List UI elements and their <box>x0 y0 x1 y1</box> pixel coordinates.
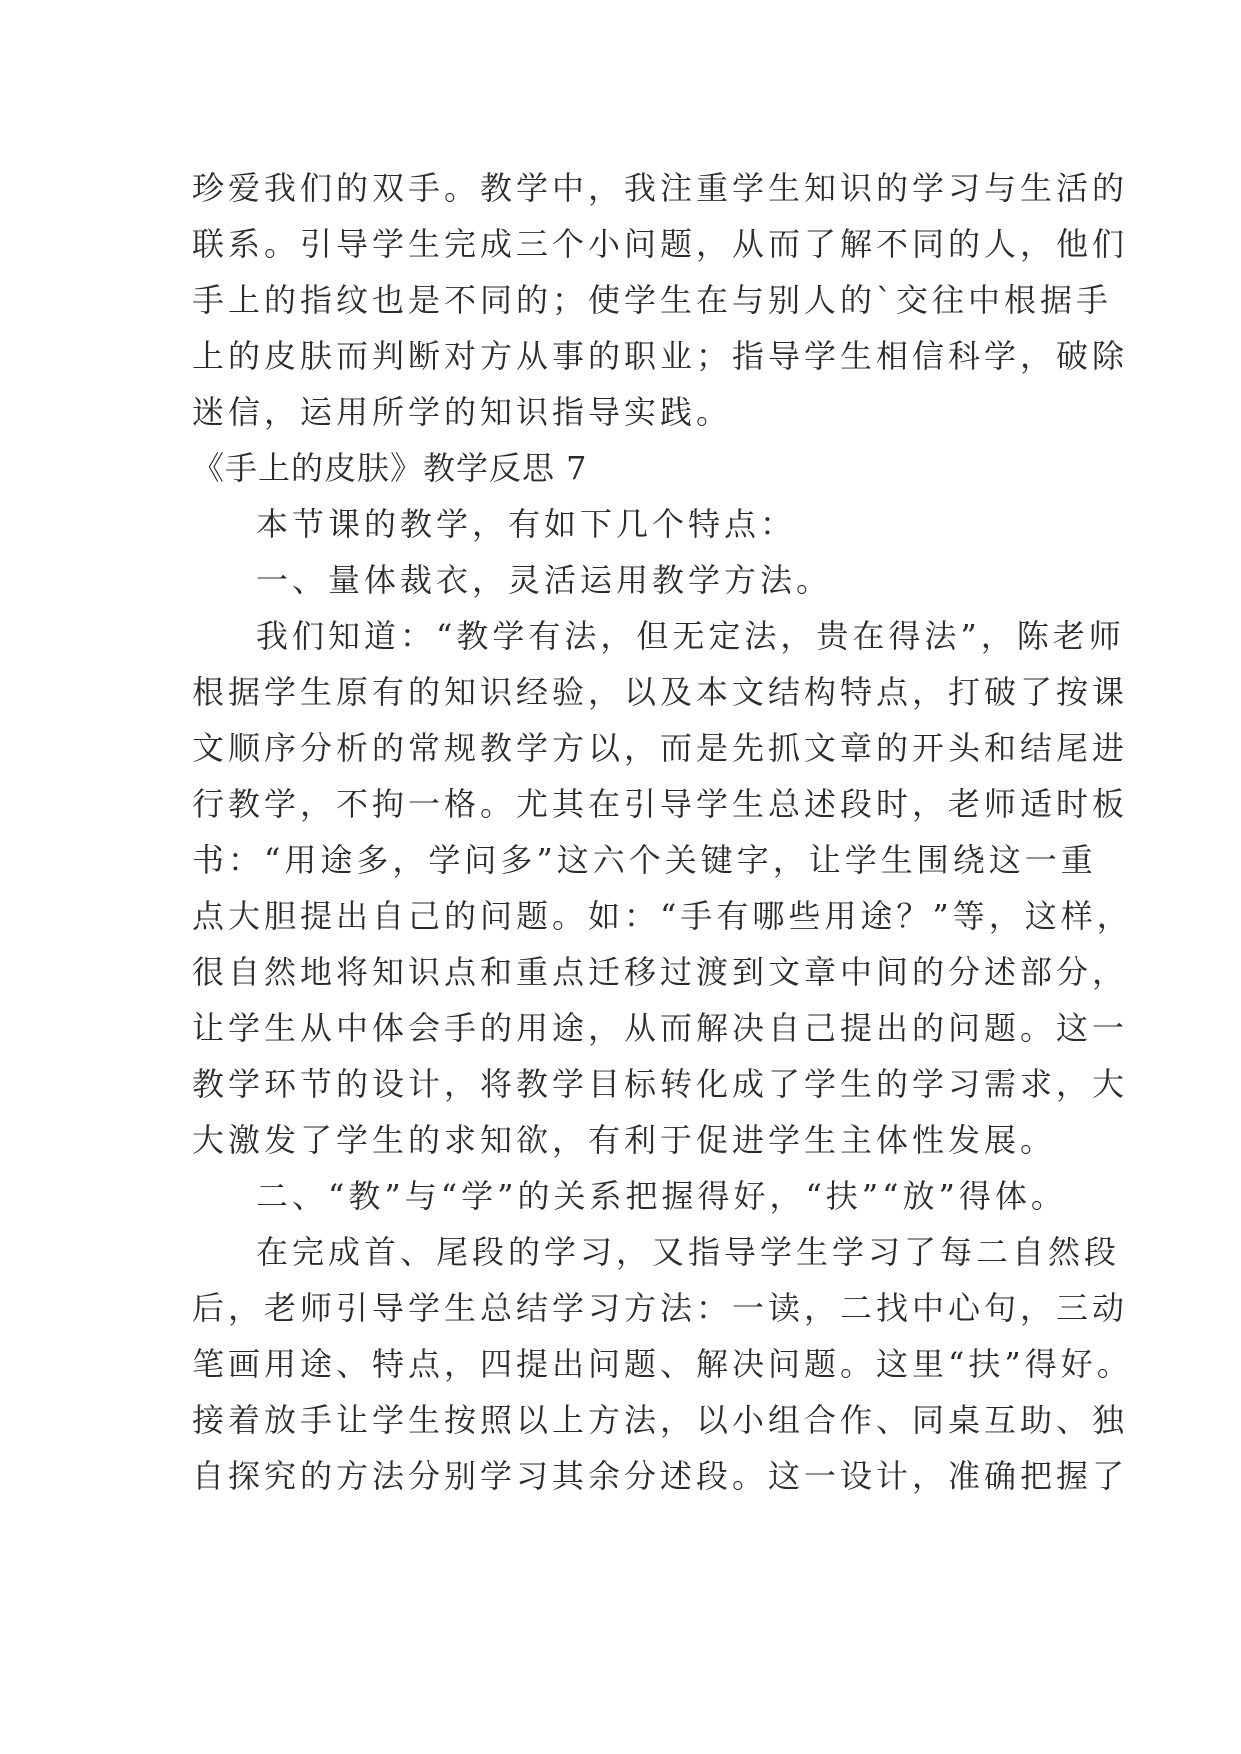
section-title: 《手上的皮肤》教学反思 7 <box>192 449 588 487</box>
paragraph-line: 手上的指纹也是不同的；使学生在与别人的`交往中根据手 <box>192 281 1113 319</box>
paragraph-line: 根据学生原有的知识经验，以及本文结构特点，打破了按课 <box>192 673 1129 711</box>
subheading-line: 二、“教”与“学”的关系把握得好，“扶”“放”得体。 <box>256 1177 1067 1215</box>
paragraph-line: 书：“用途多，学问多”这六个关键字，让学生围绕这一重 <box>192 841 1097 879</box>
paragraph-line: 后，老师引导学生总结学习方法：一读，二找中心句，三动 <box>192 1289 1129 1327</box>
paragraph-line: 接着放手让学生按照以上方法，以小组合作、同桌互助、独 <box>192 1401 1129 1439</box>
paragraph-line: 珍爱我们的双手。教学中，我注重学生知识的学习与生活的 <box>192 169 1129 207</box>
paragraph-line: 本节课的教学，有如下几个特点： <box>256 505 797 543</box>
paragraph-line: 很自然地将知识点和重点迁移过渡到文章中间的分述部分， <box>192 953 1129 991</box>
subheading-line: 一、量体裁衣，灵活运用教学方法。 <box>256 561 833 599</box>
paragraph-line: 行教学，不拘一格。尤其在引导学生总述段时，老师适时板 <box>192 785 1129 823</box>
paragraph-line: 大激发了学生的求知欲，有利于促进学生主体性发展。 <box>192 1121 1057 1159</box>
paragraph-line: 上的皮肤而判断对方从事的职业；指导学生相信科学，破除 <box>192 337 1129 375</box>
paragraph-line: 文顺序分析的常规教学方以，而是先抓文章的开头和结尾进 <box>192 729 1129 767</box>
paragraph-line: 迷信，运用所学的知识指导实践。 <box>192 393 733 431</box>
paragraph-line: 点大胆提出自己的问题。如：“手有哪些用途？”等，这样， <box>192 897 1133 935</box>
paragraph-line: 联系。引导学生完成三个小问题，从而了解不同的人，他们 <box>192 225 1129 263</box>
paragraph-line: 在完成首、尾段的学习，又指导学生学习了每二自然段 <box>256 1233 1121 1271</box>
paragraph-line: 教学环节的设计，将教学目标转化成了学生的学习需求，大 <box>192 1065 1129 1103</box>
paragraph-line: 自探究的方法分别学习其余分述段。这一设计，准确把握了 <box>192 1457 1129 1495</box>
paragraph-line: 我们知道：“教学有法，但无定法，贵在得法”，陈老师 <box>256 617 1125 655</box>
document-body <box>192 160 1133 1504</box>
paragraph-line: 让学生从中体会手的用途，从而解决自己提出的问题。这一 <box>192 1009 1129 1047</box>
paragraph-line: 笔画用途、特点，四提出问题、解决问题。这里“扶”得好。 <box>192 1345 1133 1383</box>
